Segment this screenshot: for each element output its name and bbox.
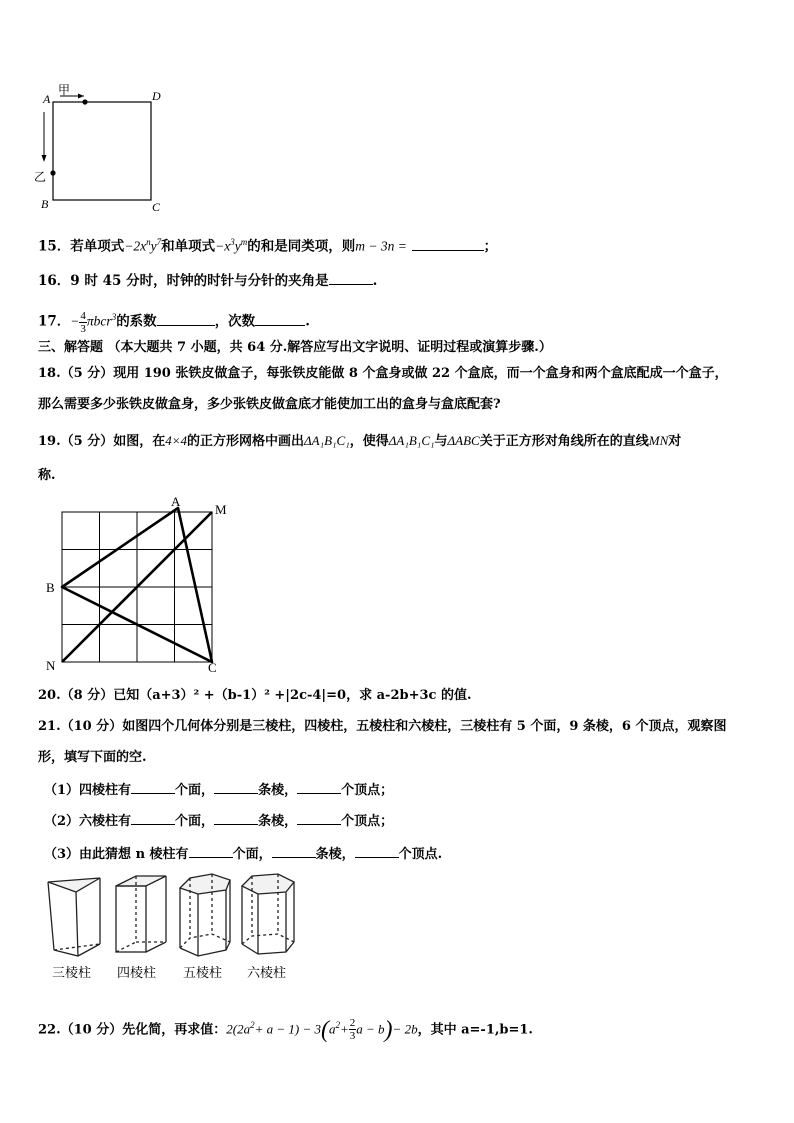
prism-label-4: 四棱柱 <box>117 965 157 980</box>
prisms-figure <box>40 870 310 984</box>
question-20: 20.（8 分）已知（a+3）² +（b-1）² +|2c-4|=0，求 a-2b+3c 的值. <box>38 688 472 703</box>
question-18-line2: 那么需要多少张铁皮做盒身，多少张铁皮做盒底才能使加工出的盒身与盒底配套? <box>38 397 501 412</box>
question-19-line2: 称. <box>38 468 56 483</box>
q17-degree-blank[interactable] <box>255 311 305 326</box>
q22-fraction: $\frac{2}{3}$ <box>349 1017 356 1043</box>
q21-p1-vertices-blank[interactable] <box>297 779 341 794</box>
q15-num: 15． <box>38 238 71 255</box>
q21-p3-vertices-blank[interactable] <box>355 843 399 858</box>
q16-answer-blank[interactable] <box>329 270 373 285</box>
prism-label-6: 六棱柱 <box>247 965 287 980</box>
label-a: A <box>43 92 51 106</box>
label-d: D <box>152 89 161 103</box>
question-22: 22.（10 分）先化简，再求值：$2(2a^2+ a - 1) - 3(a^2+$ $\frac{2}{3}$ a − b)− 2b，其中 a=-1,b=1. <box>38 1016 533 1043</box>
prism-label-3: 三棱柱 <box>52 965 92 980</box>
grid-label-m: M <box>215 502 227 517</box>
question-18-line1: 18.（5 分）现用 190 张铁皮做盒子，每张铁皮能做 8 个盒身或做 22 个盒底，而一个盒身和两个盒底配成一个盒子， <box>38 366 728 381</box>
grid-label-c: C <box>208 660 217 675</box>
question-21-part1: （1）四棱柱有 个面， 条棱， 个顶点； <box>44 779 393 801</box>
section-3-heading: 三、解答题 （本大题共 7 小题，共 64 分.解答应写出文字说明、证明过程或演算步骤.） <box>38 340 552 355</box>
q21-p3-faces-blank[interactable] <box>189 843 233 858</box>
question-21-part2: （2）六棱柱有 个面， 条棱， 个顶点； <box>44 810 393 832</box>
question-17: 17．− $\frac{4}{3}$ πbcr$^3$的系数 ，次数 . <box>38 309 310 335</box>
question-21-line2: 形，填写下面的空. <box>38 750 147 765</box>
label-c: C <box>152 200 161 214</box>
grid-label-b: B <box>46 580 55 595</box>
label-jia: 甲 <box>58 83 71 97</box>
grid-figure <box>40 494 240 676</box>
question-21-line1: 21.（10 分）如图四个几何体分别是三棱柱，四棱柱，五棱柱和六棱柱，三棱柱有 5 个面，9 条棱，6 个顶点，观察图 <box>38 719 727 734</box>
q21-p1-faces-blank[interactable] <box>131 779 175 794</box>
question-15: 15．若单项式$-2x^ny^7$和单项式$-x^3y^m$的和是同类项，则m − 3n = ； <box>38 237 498 255</box>
grid-label-a: A <box>171 494 181 509</box>
question-16: 16．9 时 45 分时，时钟的时针与分针的夹角是 . <box>38 270 377 291</box>
q21-p2-edges-blank[interactable] <box>214 810 258 825</box>
q21-p2-vertices-blank[interactable] <box>297 810 341 825</box>
q21-p3-edges-blank[interactable] <box>272 843 316 858</box>
label-b: B <box>41 197 49 211</box>
question-19-line1: 19.（5 分）如图，在4×4的正方形网格中画出ΔA₁B₁C₁，使得ΔA₁B₁C₁与ΔABC关于正方形对角线所在的直线MN对 <box>38 433 682 449</box>
q17-fraction: $\frac{4}{3}$ <box>80 309 86 335</box>
q21-p2-faces-blank[interactable] <box>131 810 175 825</box>
prism-label-5: 五棱柱 <box>183 965 223 980</box>
square-figure <box>30 78 180 218</box>
q15-answer-blank[interactable] <box>412 236 484 251</box>
q17-coefficient-blank[interactable] <box>157 311 215 326</box>
grid-label-n: N <box>46 658 56 673</box>
q21-p1-edges-blank[interactable] <box>214 779 258 794</box>
question-21-part3: （3）由此猜想 n 棱柱有 个面， 条棱， 个顶点. <box>44 843 442 865</box>
label-yi: 乙 <box>34 170 47 184</box>
